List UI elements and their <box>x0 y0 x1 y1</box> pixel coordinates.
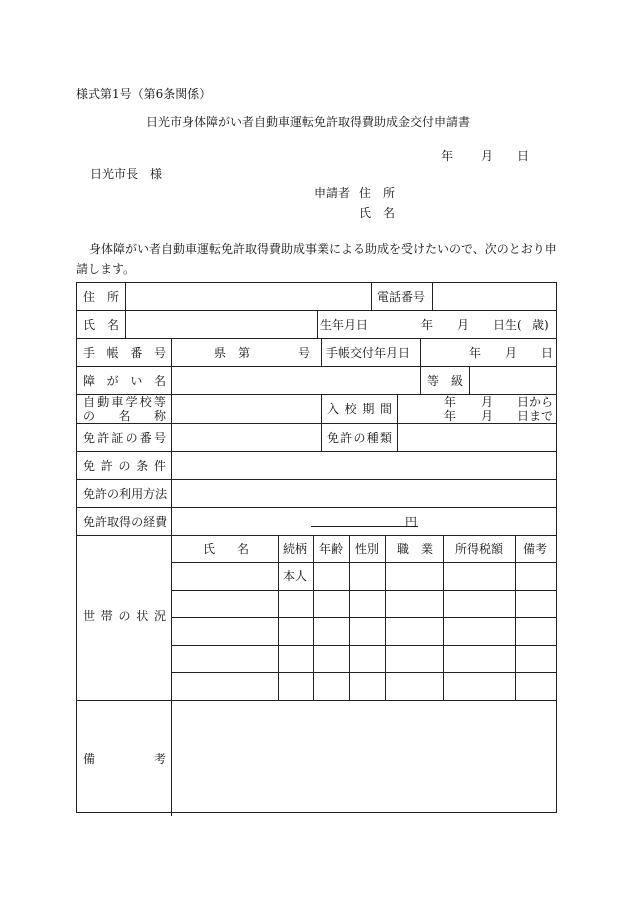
hh-col-sex: 性別 <box>355 542 380 556</box>
driving-school-input[interactable] <box>173 397 319 421</box>
period-month-1: 月 <box>481 395 494 409</box>
disability-label: 障 が い 名 <box>83 374 166 388</box>
hh-col-remarks: 備考 <box>523 542 548 556</box>
hh-col-income: 所得税額 <box>455 542 504 556</box>
applicant-label: 申請者 <box>314 186 351 200</box>
license-condition-label: 免 許 の 条 件 <box>83 459 166 473</box>
handbook-year-label: 年 <box>469 346 482 360</box>
hh-col-name: 氏 名 <box>203 542 249 556</box>
birthdate-label: 生年月日 <box>320 318 369 332</box>
grade-label: 等 級 <box>427 374 463 388</box>
period-year-1: 年 <box>444 395 457 409</box>
license-cost-input[interactable] <box>311 510 403 530</box>
addressee: 日光市長 様 <box>90 167 163 181</box>
license-usage-input[interactable] <box>173 482 555 506</box>
handbook-number-label: 手 帳 番 号 <box>83 346 166 360</box>
grade-input[interactable] <box>471 369 555 393</box>
period-to: 日まで <box>517 409 554 423</box>
handbook-date-label: 手帳交付年月日 <box>326 346 411 360</box>
handbook-day-label: 日 <box>541 346 554 360</box>
gou-label: 号 <box>298 346 311 360</box>
intro-line-2: 請します。 <box>76 262 136 276</box>
date-month-label: 月 <box>481 149 494 163</box>
birth-month-label: 月 <box>457 318 470 332</box>
prefecture-label: 県 <box>214 346 227 360</box>
birth-age-label: 歳) <box>532 318 549 332</box>
applicant-name-input[interactable] <box>410 202 560 220</box>
date-year-label: 年 <box>441 149 454 163</box>
birth-year-label: 年 <box>421 318 434 332</box>
license-usage-label: 免 許 の 利 用 方 法 <box>83 487 168 501</box>
page-title: 日光市身体障がい者自動車運転免許取得費助成金交付申請書 <box>146 115 471 129</box>
applicant-name-label: 氏 名 <box>359 206 396 220</box>
handbook-month-label: 月 <box>505 346 518 360</box>
license-number-label: 免 許 証 の 番 号 <box>83 431 166 445</box>
dai-label: 第 <box>238 346 251 360</box>
license-number-input[interactable] <box>173 426 319 450</box>
driving-school-label-1: 自 動 車 学 校 等 <box>83 395 166 409</box>
form-number: 様式第1号（第6条関係） <box>76 87 212 101</box>
period-month-2: 月 <box>481 409 494 423</box>
driving-school-label-2: の 名 称 <box>83 409 166 423</box>
applicant-address-input[interactable] <box>410 182 560 200</box>
birth-day-label: 日生( <box>493 318 522 332</box>
hh-self-relation: 本人 <box>283 569 308 583</box>
license-condition-input[interactable] <box>173 454 555 478</box>
intro-line-1: 身体障がい者自動車運転免許取得費助成事業による助成を受けたいので、次のとおり申 <box>89 242 557 256</box>
address-label: 住 所 <box>83 290 119 304</box>
period-year-2: 年 <box>444 409 457 423</box>
disability-input[interactable] <box>173 369 418 393</box>
date-day-label: 日 <box>517 149 530 163</box>
hh-col-job: 職 業 <box>397 542 433 556</box>
remarks-label: 備 考 <box>83 752 166 766</box>
license-cost-label: 免 許 取 得 の 経 費 <box>83 515 168 529</box>
applicant-address-label: 住 所 <box>359 186 396 200</box>
phone-input[interactable] <box>434 285 555 309</box>
application-form <box>76 282 557 813</box>
remarks-input[interactable] <box>174 704 554 810</box>
household-status-label: 世 帯 の 状 況 <box>83 609 166 623</box>
yen-label: 円 <box>405 515 418 529</box>
phone-label: 電話番号 <box>377 290 426 304</box>
enrollment-period-label: 入 校 期 間 <box>327 402 392 416</box>
license-type-input[interactable] <box>399 426 555 450</box>
name-label: 氏 名 <box>83 318 119 332</box>
name-input[interactable] <box>127 313 315 337</box>
period-from: 日から <box>517 395 554 409</box>
license-type-label: 免 許 の 種 類 <box>327 431 392 445</box>
address-input[interactable] <box>127 285 369 309</box>
hh-col-relation: 続柄 <box>283 542 308 556</box>
hh-col-age: 年齢 <box>319 542 344 556</box>
